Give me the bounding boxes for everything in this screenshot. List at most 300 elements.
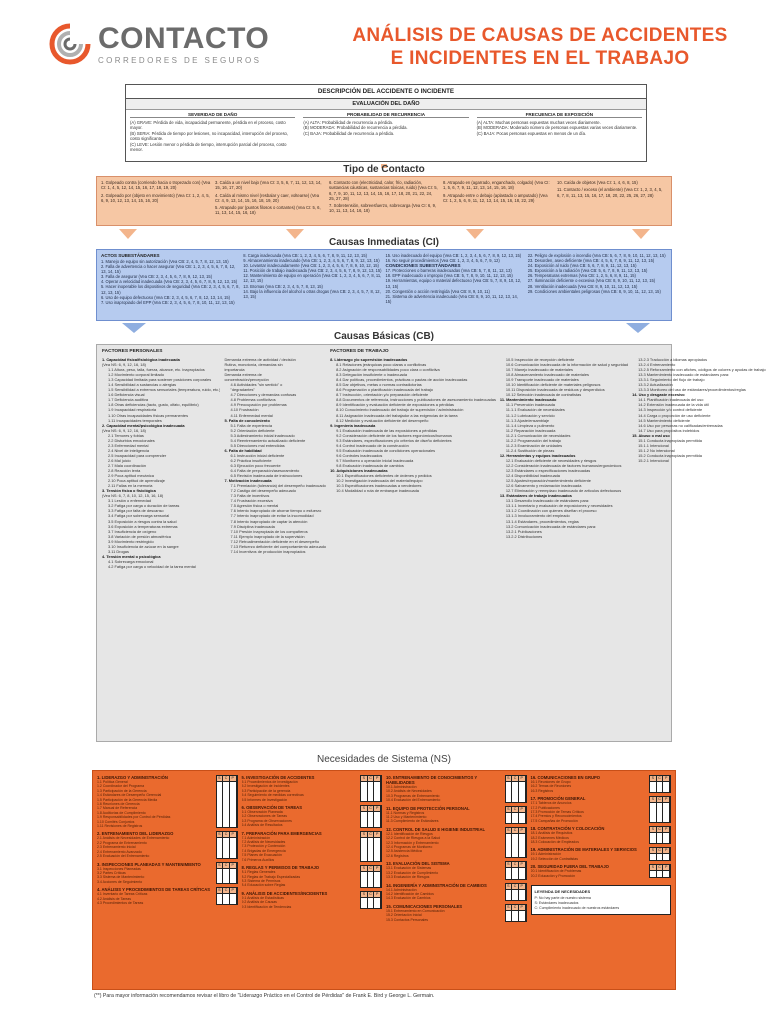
ns-line: 18.3 Colocación de Empleados <box>530 840 579 845</box>
ns-line: 12.4 Programas de Monitoreo <box>386 845 433 850</box>
scp-checkbox[interactable] <box>506 782 513 802</box>
ns-group-title: 18. CONTRATACIÓN Y COLOCACIÓN <box>530 826 605 832</box>
scp-checkbox[interactable] <box>663 803 670 822</box>
ns-group-title: 8. REGLAS Y PERMISOS DE TRABAJO <box>241 865 320 871</box>
scp-checkbox[interactable] <box>230 894 237 904</box>
evaluation-line: (A) GRAVE: Pérdida de vida, incapacidad permanente, pérdida en el proceso, costo mayor. <box>130 120 286 131</box>
immediate-cause-item: 2. Falla de advertencia o hacer asegurar (Vea CB: 1, 2, 3, 4, 5, 6, 7, 8, 12, 13, 14, 15) <box>101 264 236 275</box>
ns-line: 17.5 Campañas de Promoción <box>530 818 578 823</box>
basic-cause-item: 13.3.1 Seguimiento del flujo de trabajo <box>638 377 705 383</box>
ns-line: 1.4 Estándares de Desempeño Gerencial <box>97 793 162 798</box>
scp-checkbox[interactable] <box>657 854 664 860</box>
basic-cause-item: (Vea NS: 6, 9, 12, 16, 18) <box>102 427 146 433</box>
scp-checkbox[interactable] <box>519 834 526 857</box>
basic-cause-item: 6.3 Ejecución poco frecuente <box>230 462 281 468</box>
immediate-cause-item: 1. Manejo de equipo sin autorización (Vea CB: 2, 4, 5, 7, 8, 12, 13, 15) <box>101 259 229 264</box>
basic-cause-item: Rutina, monotonía, demandas sin <box>224 362 283 368</box>
scp-label: P <box>663 797 670 803</box>
ns-line: 1.2 Coordinador del Programa <box>97 784 145 789</box>
basic-cause-item: 14.7 Uso para propósitos indebidos <box>638 427 700 433</box>
basic-cause-item: 12.2 Consideración inadecuada de factores humanos/ergonómicos <box>505 462 622 468</box>
scp-label: P <box>663 827 670 833</box>
scp-grid-body <box>650 803 670 822</box>
scp-label: P <box>519 776 526 782</box>
basic-cause-item: 11.2.2 Programación del trabajo <box>505 437 561 443</box>
scp-checkbox[interactable] <box>230 869 237 884</box>
ns-group-title: 9. ANÁLISIS DE ACCIDENTES/INCIDENTES <box>241 890 328 896</box>
damage-evaluation-columns <box>126 110 646 154</box>
scp-checkbox-grid[interactable] <box>505 904 527 922</box>
ns-group <box>531 775 672 793</box>
basic-cause-item: 3.3 Fatiga por falta de descanso <box>108 508 164 514</box>
scp-checkbox[interactable] <box>512 868 519 878</box>
basic-cause-item: importancia <box>224 367 245 373</box>
basic-cause-item: 8.11 Asignación inadecuada del trabajador a las exigencias de la tarea <box>336 412 458 418</box>
basic-cause-item: (Vea NS: 6, 9, 12, 16, 18) <box>102 362 146 368</box>
ns-line: 2.4 Entrenamiento Avanzado <box>97 849 142 854</box>
basic-cause-item: 6.2 Práctica insuficiente <box>230 457 272 463</box>
cb-spacer <box>224 349 326 354</box>
basic-cause-item: 1.9 Incapacidad respiratoria <box>108 407 157 413</box>
ns-legend <box>531 885 672 915</box>
scp-checkbox-grid[interactable] <box>505 861 527 879</box>
ns-group <box>242 805 383 828</box>
scp-checkbox[interactable] <box>230 838 237 857</box>
ns-line: 7.6 Primeros Auxilios <box>241 857 275 862</box>
ns-column <box>531 775 672 985</box>
scp-checkbox[interactable] <box>368 872 375 887</box>
ns-line: 18.2 Exámenes Médicos <box>530 835 569 840</box>
basic-cause-item: (Vea NS: 6, 7, 8, 10, 12, 15, 16, 18) <box>102 493 164 499</box>
basic-cause-item: 8.5 Dar objetivos, metas o normas contradictorias <box>336 382 422 388</box>
legend-line: S: Estándares inadecuados <box>534 901 579 906</box>
down-arrow <box>122 323 146 333</box>
page-title <box>330 24 750 70</box>
basic-cause-item: 13.1 Desarrollo inadecuado de estándares para: <box>505 498 590 504</box>
basic-cause-item: 2.5 Incapacidad para comprender <box>108 452 167 458</box>
basic-cause-item: 4.10 Frustración <box>230 407 259 413</box>
scp-checkbox[interactable] <box>506 890 513 900</box>
ns-line: 11.1 Normas y Registros <box>386 810 425 815</box>
ns-group <box>242 865 383 888</box>
scp-checkbox-grid[interactable] <box>505 827 527 858</box>
cb-column <box>500 349 628 737</box>
basic-cause-item: 10.7 Manejo inadecuado de materiales <box>505 367 573 373</box>
basic-cause-item: 12. Herramientas y equipos inadecuados <box>499 452 576 458</box>
scp-label: P <box>374 832 381 838</box>
ns-column <box>242 775 383 985</box>
evaluation-column <box>299 110 472 154</box>
contacto-logo-icon <box>48 22 92 66</box>
scp-checkbox[interactable] <box>223 869 230 884</box>
immediate-cause-item: 19. Herramientas, equipo o material defectuoso (Vea CB: 5, 7, 8, 9, 10, 12, 13, 15) <box>385 278 522 289</box>
scp-checkbox[interactable] <box>230 782 237 827</box>
ns-line: 19.2 Selección de Contratistas <box>530 856 578 861</box>
ns-line: 16.1 Reuniones de Grupo <box>530 780 571 784</box>
ci-column <box>386 253 525 317</box>
logo <box>48 22 269 66</box>
basic-cause-item: 10.4 Modalidad o ruta de embarque inadecuada <box>336 488 419 494</box>
basic-cause-item: 13.3 Mantenimiento inadecuado de estándares para: <box>638 372 730 378</box>
basic-cause-item: 10.6 Comunicación inadecuada de la información de salud y seguridad <box>505 362 629 368</box>
scp-checkbox-grid[interactable] <box>360 805 382 828</box>
basic-cause-item: 1. Capacidad física/fisiológica inadecuada <box>102 357 180 362</box>
scp-checkbox[interactable] <box>650 803 657 822</box>
basic-cause-item: 7.8 Intento inapropiado de captar la atención <box>230 518 308 524</box>
scp-label: C <box>512 828 519 834</box>
basic-cause-item: 11.2.1 Comunicación de necesidades <box>505 432 571 438</box>
ns-line: 12.1 Identificación de Riesgos <box>386 831 433 836</box>
basic-cause-item: 13.2.2 Distribuciones <box>505 533 543 539</box>
scp-label: S <box>506 884 513 890</box>
scp-checkbox[interactable] <box>512 813 519 823</box>
basic-cause-item: 14.4 Carga o proporción de uso deficiente <box>638 412 711 418</box>
scp-checkbox[interactable] <box>223 782 230 827</box>
basic-cause-item: 7.5 Agresión física o mental <box>230 503 279 509</box>
scp-checkbox[interactable] <box>506 834 513 857</box>
basic-cause-item: 3.10 Insuficiencia de azúcar en la sangre <box>108 543 179 549</box>
scp-label: S <box>506 776 513 782</box>
contact-type-item: 1. Golpeado contra (corriendo hacia o tropezado con) (Vea CI: 1, 4, 5, 12, 14, 15, 16, 17, 18, 19, 20) <box>101 180 211 191</box>
ns-line: 6.4 Análisis de Resultados <box>241 823 283 828</box>
contact-type-item: 3. Caída a un nivel bajo (Vea CI: 3, 5, 6, 7, 11, 12, 13, 14, 15, 16, 17, 20) <box>215 180 322 191</box>
ns-group-text <box>531 775 648 793</box>
scp-label: P <box>519 862 526 868</box>
scp-checkbox[interactable] <box>650 871 657 877</box>
brand-name: CONTACTO <box>98 21 270 55</box>
scp-checkbox[interactable] <box>217 782 224 827</box>
evaluation-column <box>126 110 299 154</box>
basic-cause-item: 4.1 Sobrecarga emocional <box>108 558 154 564</box>
basic-cause-item: 3.2 Fatiga por carga o duración de tareas <box>108 503 180 509</box>
scp-checkbox-grid[interactable] <box>360 891 382 909</box>
scp-label: S <box>650 776 657 782</box>
ns-group-text <box>97 862 214 885</box>
scp-label: P <box>230 832 237 838</box>
ns-group-title: 14. INGENIERÍA Y ADMINISTRACIÓN DE CAMBIOS <box>386 882 487 888</box>
ns-group-text <box>386 827 503 858</box>
basic-cause-item: 4.2 Fatiga por carga o velocidad de la tarea mental <box>108 563 196 569</box>
scp-checkbox[interactable] <box>374 812 381 827</box>
scp-checkbox[interactable] <box>512 911 519 921</box>
scp-checkbox-grid[interactable] <box>216 831 238 858</box>
basic-cause-item: 6.1 Instrucción inicial deficiente <box>230 452 285 458</box>
scp-checkbox[interactable] <box>374 838 381 861</box>
down-arrow <box>632 229 650 239</box>
ns-group-title: 16. COMUNICACIONES EN GRUPO <box>530 775 601 780</box>
basic-cause-item: 9.1 Evaluación inadecuada de las exposiciones a pérdidas <box>336 427 438 433</box>
basic-cause-item: 1.8 Otras deficiencias (tacto, gusto, olfato, equilibrio) <box>108 402 199 408</box>
basic-cause-item: 11.1.4 Limpieza o pulimento <box>505 422 555 428</box>
scp-checkbox[interactable] <box>217 894 224 904</box>
immediate-cause-item: 6. Uso de equipo defectuoso (Vea CB: 2, 3, 4, 5, 6, 7, 8, 12, 13, 14, 15) <box>101 294 231 300</box>
scp-checkbox[interactable] <box>374 872 381 887</box>
scp-checkbox[interactable] <box>361 898 368 908</box>
ns-group-text <box>242 865 359 888</box>
scp-checkbox[interactable] <box>217 838 224 857</box>
basic-cause-item: 7.13 Refuerzo deficiente del comportamiento adecuado <box>230 543 327 549</box>
basic-cause-item: 7.6 Intento inapropiado de ahorrar tiempo o esfuerzo <box>230 508 322 514</box>
ns-line: 1.8 Auditorías de Cumplimiento <box>97 810 146 815</box>
scp-checkbox-grid[interactable] <box>649 775 671 793</box>
basic-cause-item: 9.3 Estándares, especificaciones y/o criterios de diseño deficientes <box>336 437 452 443</box>
ns-line: 20.2 Educación y Promoción <box>530 873 576 878</box>
immediate-cause-item: 26. Temperaturas extremas (Vea CB: 1, 2, 5, 6, 8, 9, 11, 15) <box>527 273 636 279</box>
basic-cause-item: 3.11 Drogas <box>108 548 129 554</box>
damage-evaluation-heading: EVALUACIÓN DEL DAÑO <box>126 99 646 110</box>
scp-label: C <box>657 827 664 833</box>
ns-group-title: 7. PREPARACIÓN PARA EMERGENCIAS <box>241 830 322 836</box>
scp-checkbox[interactable] <box>512 782 519 802</box>
scp-checkbox[interactable] <box>361 872 368 887</box>
scp-checkbox[interactable] <box>519 782 526 802</box>
evaluation-line: (A) ALTA: Muchas personas expuestas muchas veces diariamente. <box>476 120 601 125</box>
scp-checkbox-grid[interactable] <box>649 847 671 861</box>
basic-cause-item: 15.1.1 Intencional <box>638 442 669 448</box>
causas-inmediatas-title: Causas Inmediatas (CI) <box>328 237 440 248</box>
scp-label: C <box>368 806 375 812</box>
basic-cause-item: 4. Tensión mental o psicológica <box>102 553 161 559</box>
down-arrow <box>626 323 650 333</box>
ns-group-text <box>242 831 359 862</box>
scp-checkbox[interactable] <box>657 871 664 877</box>
scp-grid-body <box>217 782 237 827</box>
scp-checkbox[interactable] <box>217 869 224 884</box>
description-heading: DESCRIPCIÓN DEL ACCIDENTE O INCIDENTE <box>126 85 646 99</box>
immediate-cause-item: 23. Desorden, aseo deficiente (Vea CB: 4, 5, 6, 7, 8, 9, 11, 12, 13, 15) <box>527 258 655 264</box>
ns-group-title: 3. INSPECCIONES PLANEADAS Y MANTENIMIENTO <box>97 861 201 867</box>
basic-cause-item: 12.3 Estándares o especificaciones inadecuadas <box>505 468 591 474</box>
basic-cause-item: 12.5 Ajustes/reparación/mantenimiento deficiente <box>505 478 591 484</box>
scp-grid-body <box>506 813 526 823</box>
evaluation-column <box>473 110 646 154</box>
scp-checkbox[interactable] <box>657 833 664 843</box>
ns-line: 12.3 Información y Entrenamiento <box>386 840 439 845</box>
ns-line: 7.1 Administración <box>241 835 271 840</box>
scp-checkbox[interactable] <box>663 871 670 877</box>
basic-cause-item: 2. Capacidad mental/psicológica inadecuada <box>102 422 185 428</box>
contact-type-item: 4. Caída al mismo nivel (resbalar y caer, voltearse) (Vea CI: 4, 9, 13, 14, 15, 16, 18, 19, 20) <box>215 192 320 203</box>
scp-checkbox[interactable] <box>650 782 657 792</box>
contact-column <box>101 180 211 222</box>
scp-grid-body <box>650 871 670 877</box>
scp-checkbox[interactable] <box>506 911 513 921</box>
ns-group-text <box>97 887 214 905</box>
basic-cause-item: 2.3 Enfermedad mental <box>108 442 149 448</box>
scp-label: C <box>657 797 664 803</box>
scp-label: P <box>663 848 670 854</box>
scp-checkbox-grid[interactable] <box>649 826 671 844</box>
ns-line: 2.1 Análisis de Necesidades de Entrenamiento <box>97 836 170 841</box>
ns-line: 8.1 Reglas Generales <box>241 870 276 875</box>
ns-group-text <box>531 864 648 878</box>
scp-checkbox[interactable] <box>223 838 230 857</box>
ns-group <box>386 827 527 858</box>
ns-line: 15.1 Entrenamiento en Comunicación <box>386 908 445 913</box>
scp-checkbox[interactable] <box>663 782 670 792</box>
basic-cause-item: 5.5 Direcciones mal entendidas <box>230 442 285 448</box>
ns-group-text <box>531 796 648 823</box>
ns-column <box>97 775 238 985</box>
evaluation-line: (B) SERIA: Pérdida de tiempo por lesiones, no incapacidad, interrupción del proceso, costo significante. <box>130 130 289 142</box>
ns-group <box>531 847 672 861</box>
basic-cause-item: 9.4 Control inadecuado de la construcción <box>336 442 409 448</box>
scp-checkbox[interactable] <box>223 894 230 904</box>
ns-group-text <box>242 891 359 909</box>
contact-type-item: 6. Contacto con (electricidad, calor, frío, radiación, sustancias cáusticas, sustancias tóxicas, ruido) (Vea CI: 5, 6, 7, 9, 10, 11, 12, 13, 14, 15, 16, 17, 18, 20, 21, 22, 24, 25, 27, 28) <box>329 180 438 201</box>
scp-checkbox-grid[interactable] <box>505 883 527 901</box>
basic-cause-item: 14.5 Mantenimiento deficiente <box>638 417 691 423</box>
scp-grid-body <box>361 812 381 827</box>
ns-group-title: 1. LIDERAZGO Y ADMINISTRACIÓN <box>97 775 168 780</box>
basic-cause-item: 3.8 Variación de presión atmosférica <box>108 533 171 539</box>
scp-checkbox[interactable] <box>368 812 375 827</box>
scp-checkbox-grid[interactable] <box>360 865 382 888</box>
scp-checkbox[interactable] <box>374 782 381 801</box>
scp-label: P <box>519 807 526 813</box>
basic-cause-item: 8.7 Instrucción, orientación y/o preparación deficiente <box>336 392 429 398</box>
ns-line: 12.6 Registros <box>386 853 409 858</box>
basic-cause-item: 11.2.4 Sustitución de piezas <box>505 447 555 453</box>
basic-cause-item: "degradantes" <box>230 387 255 393</box>
scp-label: S <box>506 862 513 868</box>
scp-checkbox[interactable] <box>512 834 519 857</box>
basic-cause-item: 2.6 Mal juicio <box>108 457 131 463</box>
scp-checkbox[interactable] <box>663 854 670 860</box>
immediate-cause-item: 27. Iluminación deficiente o excesiva (Vea CB: 8, 9, 10, 11, 12, 13, 15) <box>527 278 656 284</box>
basic-cause-item: 11. Mantenimiento inadecuado <box>499 397 557 403</box>
scp-checkbox[interactable] <box>519 890 526 900</box>
scp-checkbox[interactable] <box>519 868 526 878</box>
basic-cause-item: 8.3 Delegación insuficiente o inadecuada <box>336 372 408 378</box>
immediate-cause-item: 29. Condiciones ambientales peligrosas (Vea CB: 8, 9, 10, 11, 12, 13, 15) <box>527 288 661 294</box>
scp-label: S <box>361 776 368 782</box>
scp-label: C <box>223 888 230 894</box>
scp-checkbox[interactable] <box>657 803 664 822</box>
ns-line: 4.3 Procedimientos de Tareas <box>97 900 144 905</box>
evaluation-line: (C) BAJA: Probabilidad de recurrencia a pérdida. <box>303 130 395 136</box>
scp-label: S <box>361 832 368 838</box>
basic-cause-item: 10.2 Investigación inadecuada del material/equipo <box>336 478 423 484</box>
scp-grid-body <box>217 838 237 857</box>
scp-checkbox-grid[interactable] <box>649 796 671 823</box>
basic-cause-item: 10.5 Inspección de recepción deficiente <box>505 357 575 362</box>
basic-cause-item: 11.2.3 Examinación de unidades <box>505 442 563 448</box>
scp-label: P <box>519 828 526 834</box>
basic-cause-item: 8.2 Asignación de responsabilidades poco clara o conflictiva <box>336 367 440 373</box>
legend-title: LEYENDA DE NECESIDADES <box>534 889 591 895</box>
basic-cause-item: 9.2 Consideración deficiente de los factores ergonómicos/humanos <box>336 432 452 438</box>
scp-checkbox-grid[interactable] <box>505 775 527 803</box>
scp-checkbox[interactable] <box>361 838 368 861</box>
ns-line: 17.4 Premios y Reconocimientos <box>530 814 582 819</box>
ns-line: 13.2 Evaluación de Cumplimiento <box>386 870 439 875</box>
scp-checkbox[interactable] <box>374 898 381 908</box>
cb-column <box>102 349 220 737</box>
scp-checkbox-grid[interactable] <box>360 831 382 862</box>
basic-cause-item: 7.3 Falta de incentivos <box>230 493 270 499</box>
ns-group-text <box>386 904 503 922</box>
scp-checkbox[interactable] <box>663 833 670 843</box>
immediate-cause-item: 24. Exposición al ruido (Vea CB: 5, 6, 7, 8, 9, 11, 12, 13, 15) <box>527 263 637 269</box>
causas-basicas-box <box>96 344 766 742</box>
scp-checkbox[interactable] <box>519 813 526 823</box>
scp-checkbox-grid[interactable] <box>216 887 238 905</box>
scp-grid-body <box>506 782 526 802</box>
ns-group <box>242 891 383 909</box>
basic-cause-item: 15.1.2 No intencional <box>638 447 675 453</box>
ns-line: 2.2 Programa de Entrenamiento <box>97 840 147 845</box>
scp-label: C <box>368 866 375 872</box>
basic-cause-item: 11.2 Reparación inadecuada <box>505 427 556 433</box>
contact-type-item: 8. Atrapado en (agarrado, enganchado, colgado) (Vea CI: 1, 5, 6, 7, 9, 11, 12, 13, 14, 15, 16, 18) <box>443 180 550 191</box>
scp-label: C <box>223 776 230 782</box>
scp-checkbox[interactable] <box>650 854 657 860</box>
scp-checkbox[interactable] <box>361 782 368 801</box>
scp-checkbox-grid[interactable] <box>360 775 382 802</box>
cb-column <box>224 349 326 737</box>
ns-line: 6.2 Observaciones de Tareas <box>241 814 287 819</box>
scp-checkbox-grid[interactable] <box>216 775 238 828</box>
scp-checkbox[interactable] <box>512 890 519 900</box>
cb-column <box>330 349 496 737</box>
header <box>0 0 768 80</box>
scp-checkbox[interactable] <box>506 813 513 823</box>
basic-cause-item: 12.1 Evaluación deficiente de necesidades y riesgos <box>505 457 597 463</box>
scp-checkbox-grid[interactable] <box>216 862 238 885</box>
ns-group-title: 17. PROMOCIÓN GENERAL <box>530 796 586 802</box>
basic-cause-item: 1.6 Deficiencia visual <box>108 392 145 398</box>
ns-group <box>97 862 238 885</box>
basic-cause-item: 4.7 Direcciones y demandas confusas <box>230 392 297 398</box>
scp-checkbox[interactable] <box>657 782 664 792</box>
scp-label: S <box>217 888 224 894</box>
scp-label: S <box>361 866 368 872</box>
basic-cause-item: 8.9 Identificación y evaluación deficiente de exposiciones a pérdidas <box>336 402 454 408</box>
necesidades-sistema-box <box>92 770 676 990</box>
scp-checkbox-grid[interactable] <box>649 864 671 878</box>
ns-line: 16.2 Temas de Reuniones <box>530 784 572 789</box>
immediate-cause-item: 22. Peligro de explosión o incendio (Vea CB: 5, 6, 7, 8, 9, 10, 11, 12, 13, 15) <box>527 253 666 258</box>
scp-checkbox[interactable] <box>506 868 513 878</box>
scp-checkbox[interactable] <box>650 833 657 843</box>
basic-cause-item: 10.8 Almacenamiento inadecuado de materiales <box>505 372 589 378</box>
basic-cause-item: 13.1.4 Estándares, procedimientos, reglas <box>505 518 579 524</box>
scp-checkbox[interactable] <box>519 911 526 921</box>
ns-group-text <box>386 806 503 824</box>
scp-checkbox[interactable] <box>368 782 375 801</box>
basic-cause-item: 2.7 Mala coordinación <box>108 462 147 468</box>
scp-grid-body <box>650 782 670 792</box>
basic-cause-item: 11.1.2 Lubricación y servicio <box>505 412 555 418</box>
scp-label: P <box>230 863 237 869</box>
basic-cause-item: 7.14 Incentivos de producción inapropiados <box>230 548 306 554</box>
basic-cause-item: 7. Motivación inadecuada <box>224 478 272 484</box>
scp-checkbox[interactable] <box>368 898 375 908</box>
basic-cause-item: 5.4 Reentrenamiento actualizado deficiente <box>230 437 306 443</box>
ns-line: 11.2 Uso y Mantenimiento <box>386 815 427 820</box>
basic-cause-item: 5.2 Orientación deficiente <box>230 427 275 433</box>
ns-line: 12.5 Asistencia Médica <box>386 849 422 854</box>
causas-inmediatas-box <box>96 249 672 321</box>
scp-checkbox[interactable] <box>361 812 368 827</box>
scp-checkbox[interactable] <box>368 838 375 861</box>
ns-line: 16.3 Registros <box>530 788 554 793</box>
scp-checkbox-grid[interactable] <box>505 806 527 824</box>
basic-cause-item: 7.10 Presión inapropiada de los compañeros <box>230 528 308 534</box>
evaluation-column-head: PROBABILIDAD DE RECURRENCIA <box>303 112 468 118</box>
ns-group-title: 4. ANÁLISIS Y PROCEDIMIENTOS DE TAREAS CRÍTICAS <box>97 887 211 893</box>
